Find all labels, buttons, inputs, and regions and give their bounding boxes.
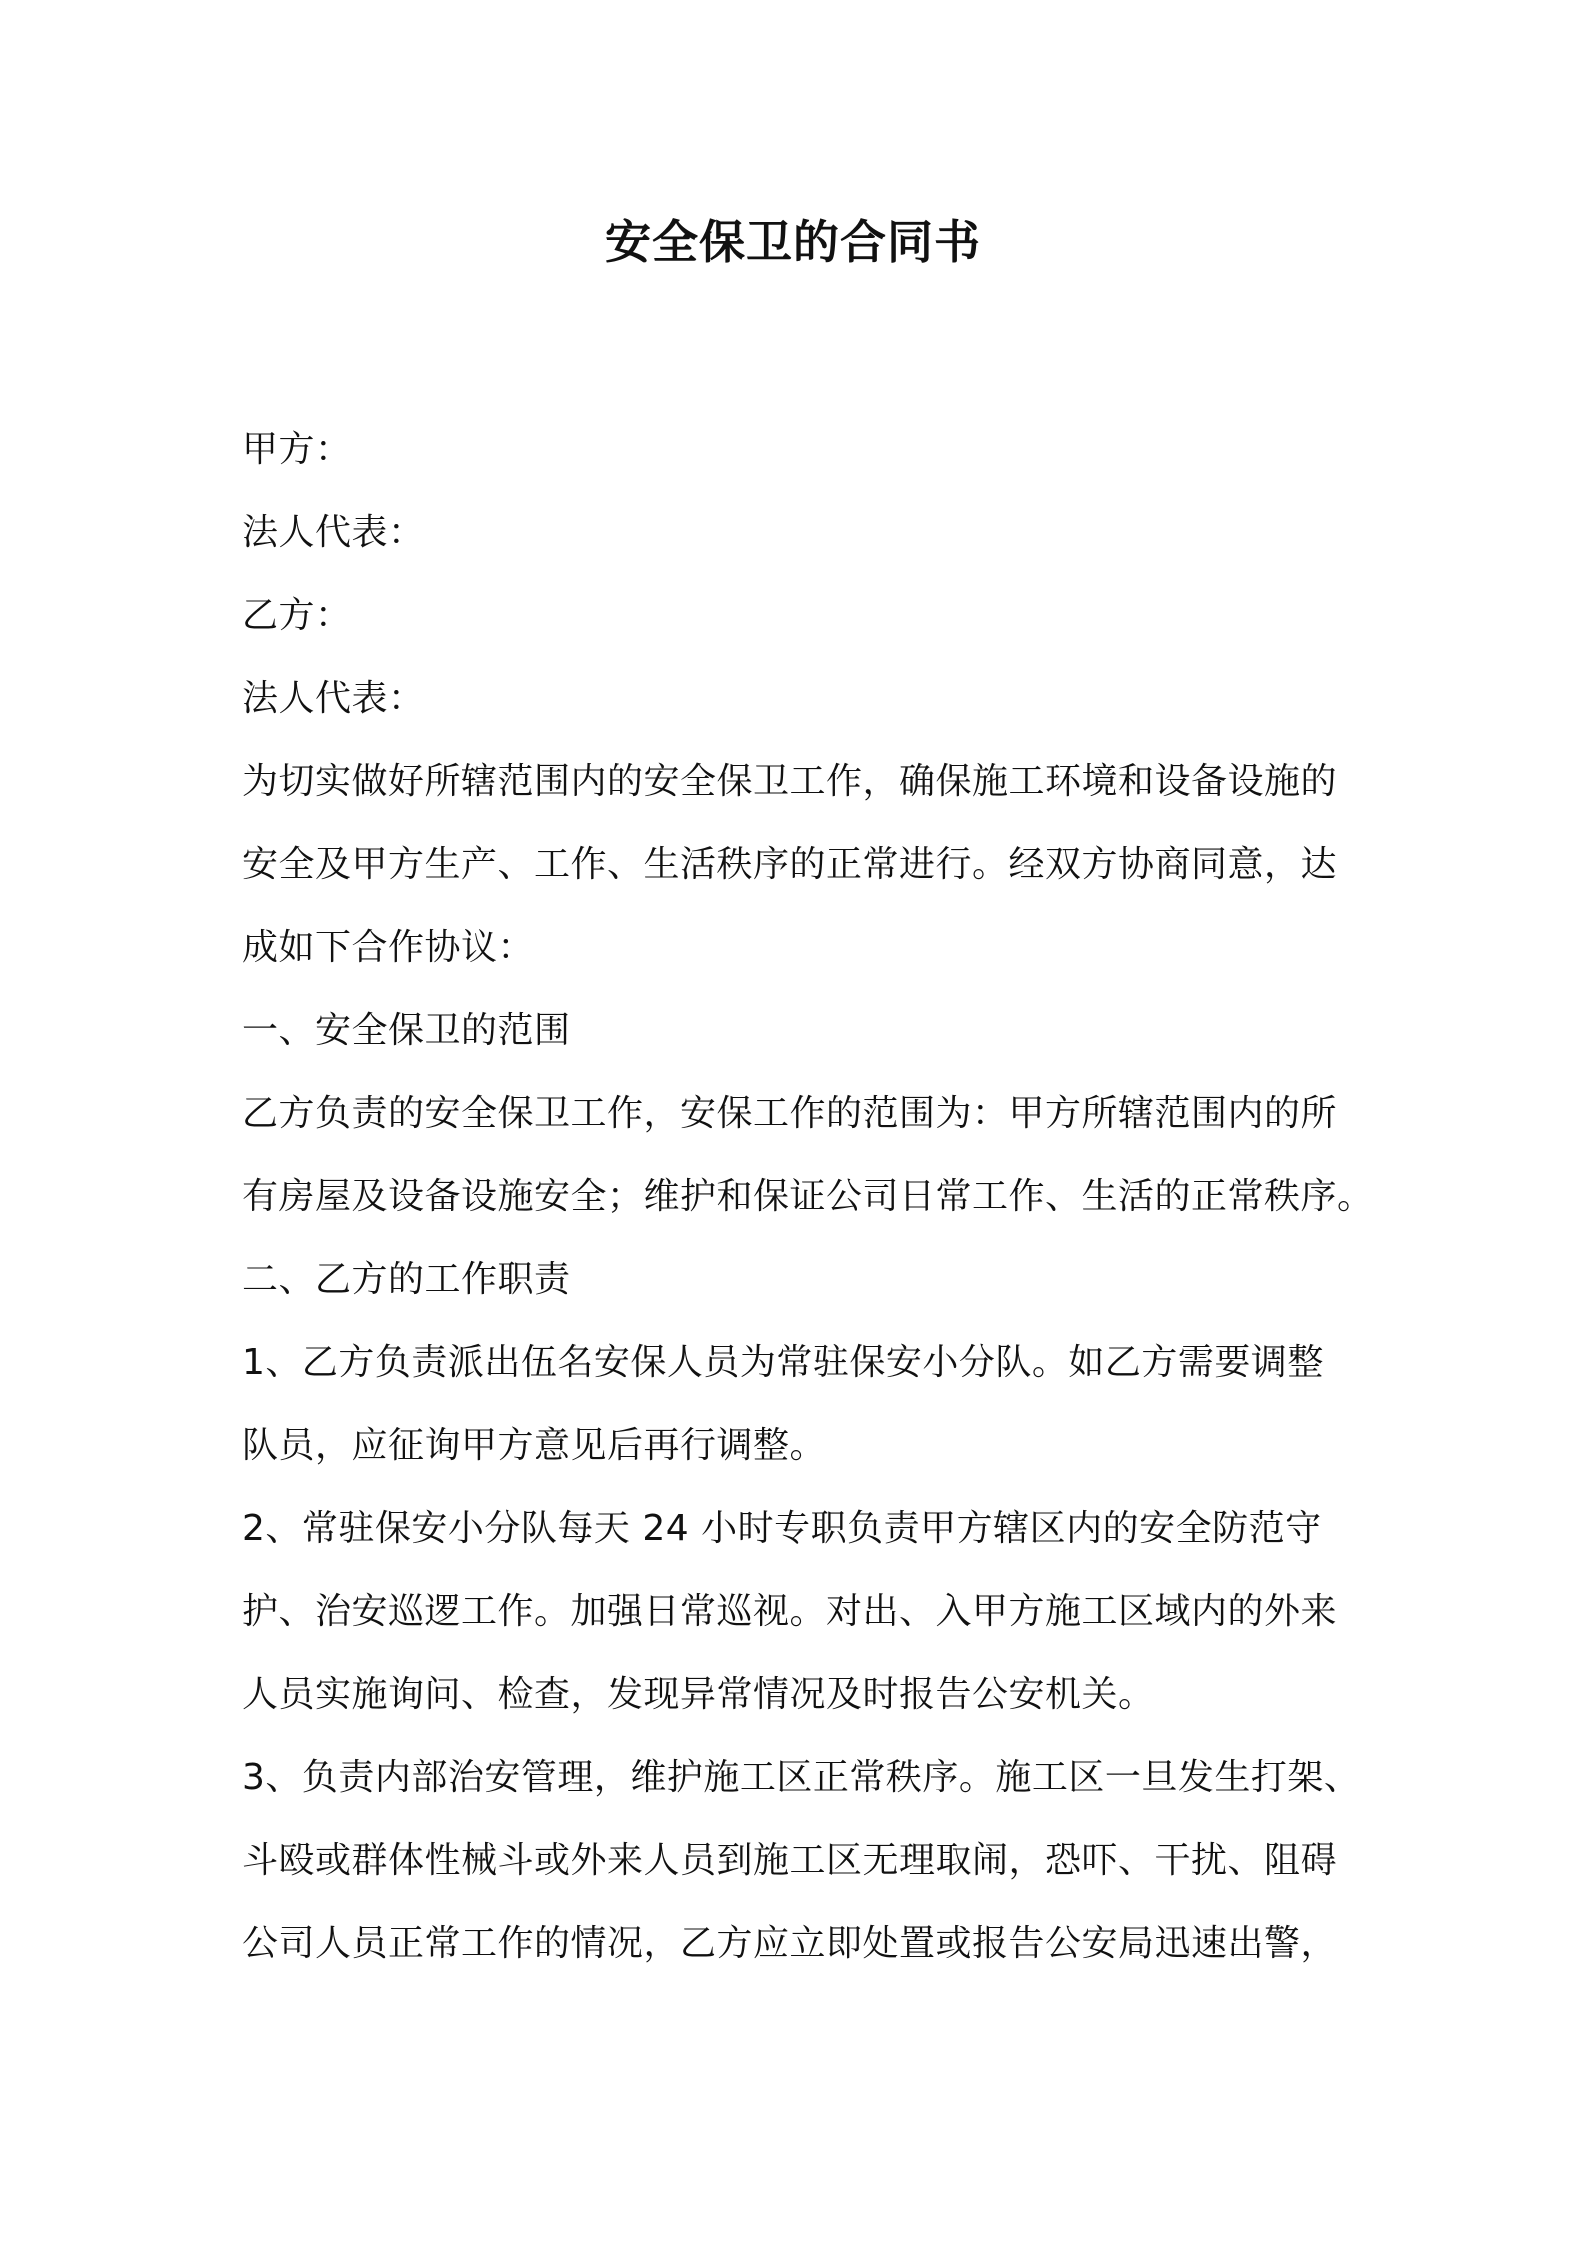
preamble-line: 安全及甲方生产、工作、生活秩序的正常进行。经双方协商同意，达	[242, 844, 1338, 885]
document-title: 安全保卫的合同书	[605, 215, 981, 269]
section-heading-scope: 一、安全保卫的范围	[242, 1010, 571, 1051]
document-body	[242, 408, 1374, 1985]
party-b-line: 乙方：	[242, 595, 352, 636]
preamble-line: 成如下合作协议：	[242, 927, 535, 968]
duty-item-3-line: 公司人员正常工作的情况，乙方应立即处置或报告公安局迅速出警，	[242, 1923, 1338, 1964]
preamble-line: 为切实做好所辖范围内的安全保卫工作，确保施工环境和设备设施的	[242, 761, 1338, 802]
duty-item-3-line: 3、负责内部治安管理，维护施工区正常秩序。施工区一旦发生打架、	[242, 1757, 1361, 1798]
duty-item-2-line: 2、常驻保安小分队每天 24 小时专职负责甲方辖区内的安全防范守	[242, 1508, 1322, 1549]
duty-item-3-line: 斗殴或群体性械斗或外来人员到施工区无理取闹，恐吓、干扰、阻碍	[242, 1840, 1338, 1881]
party-a-line: 甲方：	[242, 429, 352, 470]
duty-item-2-line: 护、治安巡逻工作。加强日常巡视。对出、入甲方施工区域内的外来	[242, 1591, 1338, 1632]
duty-item-1-line: 1、乙方负责派出伍名安保人员为常驻保安小分队。如乙方需要调整	[242, 1342, 1324, 1383]
party-b-representative-line: 法人代表：	[242, 678, 425, 719]
section-heading-duties: 二、乙方的工作职责	[242, 1259, 571, 1300]
duty-item-1-line: 队员，应征询甲方意见后再行调整。	[242, 1425, 827, 1466]
duty-item-2-line: 人员实施询问、检查，发现异常情况及时报告公安机关。	[242, 1674, 1155, 1715]
party-a-representative-line: 法人代表：	[242, 512, 425, 553]
scope-paragraph-line: 有房屋及设备设施安全；维护和保证公司日常工作、生活的正常秩序。	[242, 1176, 1374, 1217]
scope-paragraph-line: 乙方负责的安全保卫工作，安保工作的范围为：甲方所辖范围内的所	[242, 1093, 1338, 1134]
